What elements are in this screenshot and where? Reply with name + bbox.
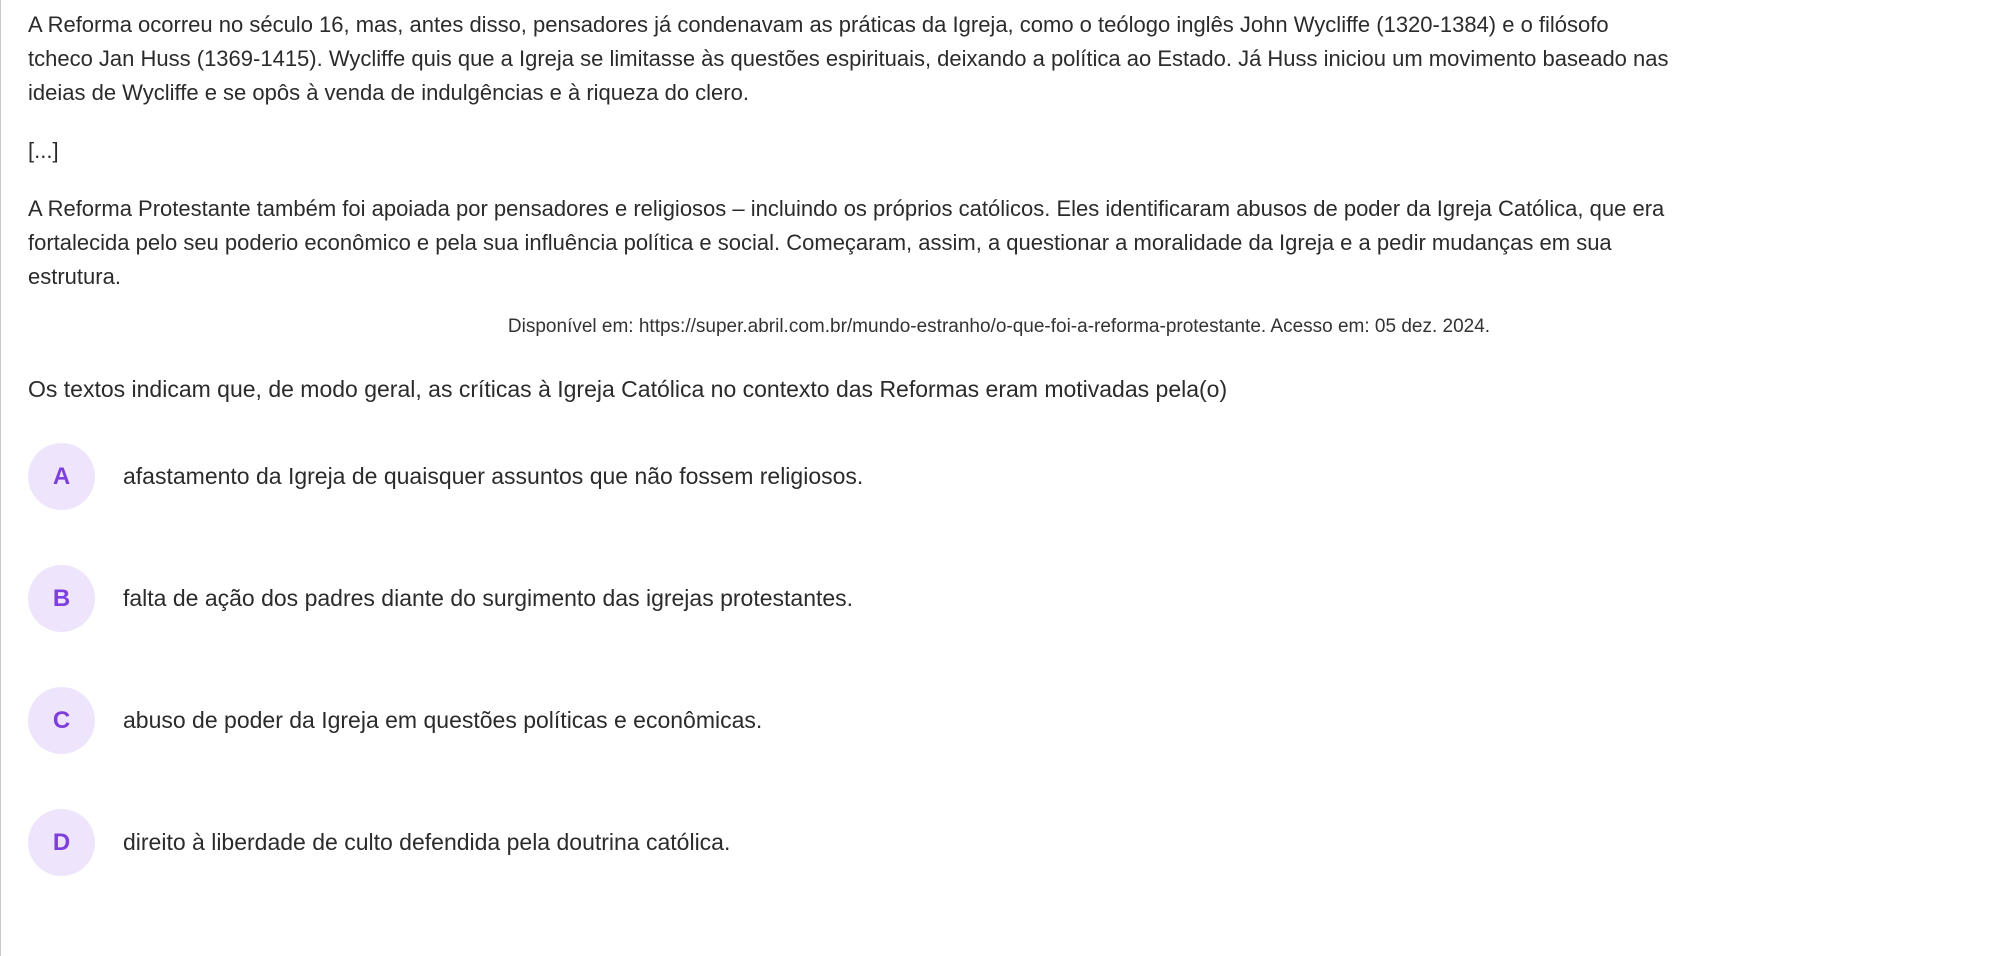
option-letter: B — [52, 584, 71, 612]
passage-line: ideias de Wycliffe e se opôs à venda de indulgências e à riqueza do clero. — [28, 80, 749, 105]
option-text: afastamento da Igreja de quaisquer assuntos que não fossem religiosos. — [123, 463, 864, 489]
passage-line: A Reforma ocorreu no século 16, mas, antes disso, pensadores já condenavam as práticas da Igreja, como o teólogo inglês John Wycliffe (1320-1384) e o filósofo — [28, 12, 1609, 37]
option-a[interactable] — [28, 443, 1990, 511]
option-text: falta de ação dos padres diante do surgimento das igrejas protestantes. — [123, 585, 854, 611]
option-letter-badge[interactable] — [28, 565, 95, 632]
left-border — [0, 0, 1, 956]
passage-line: estrutura. — [28, 264, 121, 289]
option-text: abuso de poder da Igreja em questões políticas e econômicas. — [123, 707, 763, 733]
option-text: direito à liberdade de culto defendida pela doutrina católica. — [123, 829, 731, 855]
question-stem: Os textos indicam que, de modo geral, as críticas à Igreja Católica no contexto das Reformas eram motivadas pela(o) — [28, 376, 1228, 402]
option-letter: C — [52, 706, 71, 734]
option-letter: A — [52, 462, 71, 490]
passage-line: fortalecida pelo seu poderio econômico e pela sua influência política e social. Começaram, assim, a questionar a moralidade da Igreja e a pedir mudanças em sua — [28, 230, 1612, 255]
option-c[interactable] — [28, 687, 1990, 755]
answer-options — [28, 443, 1990, 877]
passage-ellipsis: [...] — [28, 138, 59, 163]
passage-paragraph-1 — [28, 8, 1990, 110]
passage-source: Disponível em: https://super.abril.com.br/mundo-estranho/o-que-foi-a-reforma-protestante. Acesso em: 05 dez. 2024. — [507, 316, 1491, 337]
option-letter-badge[interactable] — [28, 809, 95, 876]
option-letter: D — [52, 828, 71, 856]
passage-paragraph-2 — [28, 192, 1990, 294]
option-letter-badge[interactable] — [28, 443, 95, 510]
passage-line: A Reforma Protestante também foi apoiada por pensadores e religiosos – incluindo os próprios católicos. Eles identificaram abusos de poder da Igreja Católica, que era — [28, 196, 1665, 221]
question-content — [28, 8, 1990, 877]
option-letter-badge[interactable] — [28, 687, 95, 754]
passage-line: tcheco Jan Huss (1369-1415). Wycliffe quis que a Igreja se limitasse às questões espirituais, deixando a política ao Estado. Já Huss iniciou um movimento baseado nas — [28, 46, 1669, 71]
option-b[interactable] — [28, 565, 1990, 633]
option-d[interactable] — [28, 809, 1990, 877]
